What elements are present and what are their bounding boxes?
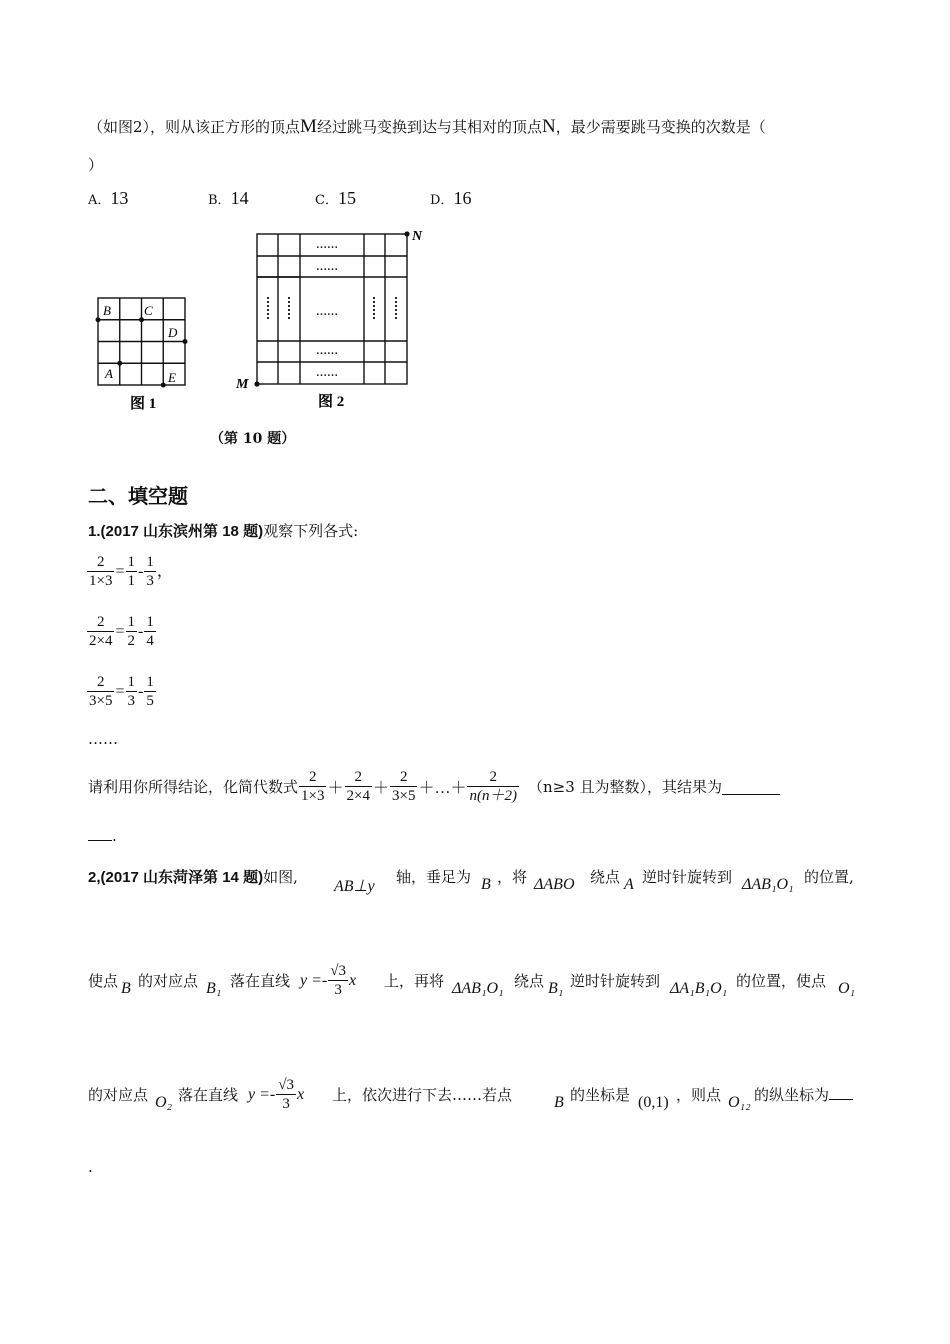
p1-intro: 观察下列各式: [263, 522, 359, 540]
p2-line-eq-2: y =- $\frac{√3}{3}$ x [248, 1077, 305, 1112]
fig2-label-m: M [236, 377, 249, 392]
q10-stem-suffix: ，最少需要跳马变换的次数是（ [555, 118, 766, 136]
p2-l3-s1: 的对应点 [88, 1086, 149, 1104]
p1-answer-blank-2 [88, 826, 112, 841]
p2-l3-o12: O₁₂ [728, 1094, 751, 1111]
fig1-caption: 图 1 [130, 396, 157, 412]
p2-s2: 轴，垂足为 [396, 868, 472, 886]
p1-ask-prefix: 请利用你所得结论，化简代数式 [88, 778, 299, 796]
fig2-point-n-dot [404, 231, 409, 236]
fig2-dots-row4: …… [316, 367, 338, 379]
fig2-dots-center: …… [316, 306, 338, 318]
fig2-caption: 图 2 [318, 394, 345, 410]
p1-header [88, 520, 358, 541]
p2-end: . [88, 1158, 93, 1176]
p2-tri-abo: ΔABO [534, 876, 575, 893]
p1-answer-line-2: . [88, 826, 117, 845]
p2-answer-blank [829, 1085, 853, 1100]
p1-eq-3: $\frac{2}{3\times 5}$ = $\frac{1}{3}$ - $\frac{1}{5}$ [89, 674, 154, 709]
option-b: B．14 [208, 188, 249, 208]
option-d: D．16 [430, 188, 472, 208]
p1-eq-2: $\frac{2}{2\times 4}$ = $\frac{1}{2}$ - $\frac{1}{4}$ [89, 614, 154, 649]
fig1-label-c: C [144, 303, 153, 318]
figure-caption: （第 10 题） [210, 431, 296, 447]
p2-l2-b: B [121, 980, 131, 997]
p2-l2-s3: 落在直线 [230, 972, 291, 990]
p2-l2-s6: 逆时针旋转到 [570, 972, 661, 990]
p2-b: B [481, 876, 491, 893]
p1-ellipsis: …… [88, 730, 118, 748]
p2-coord: (0,1) [638, 1094, 669, 1111]
p2-l2-tri2: ΔA₁B₁O₁ [670, 980, 728, 997]
p1-ask: 请利用你所得结论，化简代数式 $\frac{2}{1\times 3}$ ＋ $\frac{2}{2\times 4}$ ＋ $\frac{2}{3\times 5}$ ＋…＋ $\frac{2}{n(n+2)}$ （n≥3 且为整数），其结果为 [88, 768, 780, 805]
p2-l2-s2: 的对应点 [138, 972, 199, 990]
q10-stem [88, 116, 766, 138]
fig2-point-m-dot [254, 381, 259, 386]
p1-condition: （n≥3 且为整数），其结果为 [527, 778, 723, 796]
p2-s6: 的位置, [804, 868, 854, 886]
q10-point-n: N [541, 116, 556, 137]
p2-s5: 逆时针旋转到 [642, 868, 733, 886]
fig1-label-b: B [103, 303, 111, 318]
fig1-label-a: A [105, 366, 113, 381]
p2-source: (2017 山东菏泽第 14 题) [100, 869, 264, 886]
p2-l2-o1: O₁ [838, 980, 856, 997]
p2-l2-b1: B₁ [206, 980, 222, 997]
fig1-label-e: E [168, 370, 176, 385]
p2-l3-s4: 的坐标是 [570, 1086, 631, 1104]
p1-answer-blank-1 [722, 778, 780, 795]
p2-l2-b1b: B₁ [548, 980, 564, 997]
p2-tri-ab1o1: ΔAB₁O₁ [742, 876, 794, 893]
p2-s3: ，将 [497, 868, 528, 886]
fig1-label-d: D [168, 325, 178, 340]
p2-l2-s4: 上，再将 [384, 972, 445, 990]
fig2-dots-row1: …… [316, 239, 338, 251]
p2-l2-tri: ΔAB₁O₁ [452, 980, 504, 997]
p2-a: A [624, 876, 634, 893]
p1-eq-1: $\frac{2}{1\times 3}$ = $\frac{1}{1}$ - $\frac{1}{3}$ ， [89, 554, 173, 589]
q10-stem-prefix: （如图2），则从该正方形的顶点 [88, 118, 301, 136]
fig1-point-d-dot [183, 339, 188, 344]
p2-number: 2, [88, 869, 101, 886]
q10-stem-close: ） [88, 156, 104, 174]
p2-line-eq-1: y =- $\frac{√3}{3}$ x [300, 963, 357, 998]
figure-1 [92, 292, 202, 417]
p2-l3-s2: 落在直线 [178, 1086, 239, 1104]
fig2-dots-row3: …… [316, 345, 338, 357]
p2-l3-o2: O₂ [155, 1094, 173, 1111]
p2-s4: 绕点 [590, 868, 621, 886]
figure-2 [232, 226, 432, 420]
section-title: 二、填空题 [88, 484, 188, 508]
fig2-dots-row2: …… [316, 261, 338, 273]
option-c: C．15 [315, 188, 356, 208]
option-a: A．13 [88, 188, 129, 208]
p1-number: 1. [88, 523, 101, 540]
q10-point-m: M [300, 116, 317, 137]
p1-source: (2017 山东滨州第 18 题) [100, 523, 264, 540]
fig1-point-b-dot [96, 317, 101, 322]
fig1-point-c-dot [139, 317, 144, 322]
p2-l3-s5: ，则点 [676, 1086, 722, 1104]
fig1-point-a-dot [117, 361, 122, 366]
fig1-point-e-dot [161, 383, 166, 388]
p2-ab-perp-y: AB⊥y [334, 878, 375, 895]
p2-line-1: 2,(2017 山东菏泽第 14 题)如图, [88, 868, 298, 886]
p2-l2-s5: 绕点 [514, 972, 545, 990]
fig2-label-n: N [412, 229, 423, 244]
p2-l3-s3: 上，依次进行下去……若点 [332, 1086, 513, 1104]
p2-l3-end: 的纵坐标为 [754, 1084, 853, 1105]
q10-stem-mid: 经过跳马变换到达与其相对的顶点 [316, 118, 542, 136]
p2-l2-s7: 的位置，使点 [736, 972, 827, 990]
p2-l2-s1: 使点 [88, 972, 119, 990]
p2-l3-b: B [554, 1094, 564, 1111]
